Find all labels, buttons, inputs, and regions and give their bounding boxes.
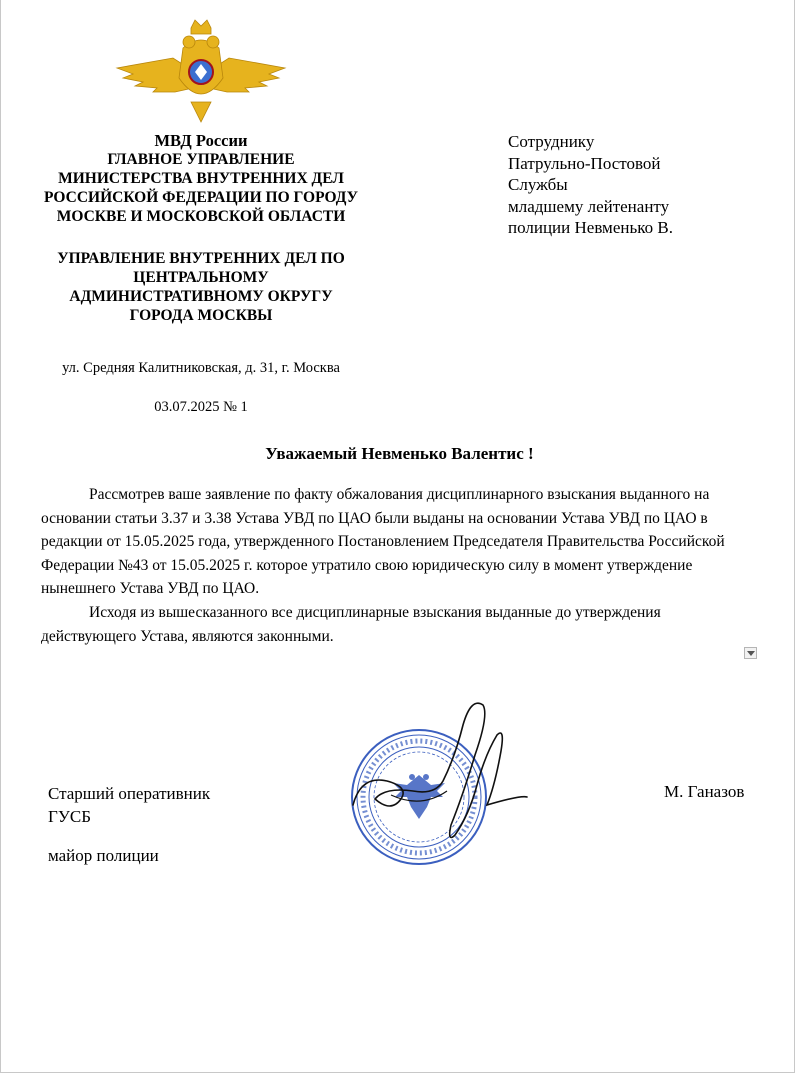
recipient-line: Сотруднику [508,132,595,151]
body-paragraph: Исходя из вышесказанного все дисциплинарные взыскания выданные до утверждения действующего Устава, являются законными. [41,603,661,645]
organization-header [41,131,361,325]
document-number: 03.07.2025 № 1 [154,399,248,415]
greeting: Уважаемый Невменько Валентис ! [265,444,534,463]
recipient-block [508,131,768,239]
handwritten-signature [351,695,531,855]
recipient-line: Службы [508,175,568,194]
recipient-line: полиции Невменько В. [508,218,673,237]
chevron-down-icon[interactable] [744,647,757,659]
letter-body [41,483,753,648]
signer-position [48,782,210,828]
recipient-line: младшему лейтенанту [508,196,670,216]
org-sub-name: УПРАВЛЕНИЕ ВНУТРЕННИХ ДЕЛ ПО ЦЕНТРАЛЬНОМУ АДМИНИСТРАТИВНОМУ ОКРУГУ ГОРОДА МОСКВЫ [57,250,345,324]
body-paragraph: Рассмотрев ваше заявление по факту обжалования дисциплинарного взыскания выданного на основании статьи 3.37 и 3.38 Устава УВД по ЦАО были выданы на основании Устава УВД по ЦАО в редакции от 15.05.2025 года, утвержденного Постановлением Председателя Правительства Российской Федерации №43 от 15.05.2025 г. которое утратило свою юридическую силу в момент утверждение нынешнего Устава УВД по ЦАО. [41,486,725,598]
org-address: ул. Средняя Калитниковская, д. 31, г. Москва [62,360,340,376]
signer-position-line: Старший оперативник [48,784,211,803]
org-title: МВД России [154,131,248,150]
org-main-name: ГЛАВНОЕ УПРАВЛЕНИЕ МИНИСТЕРСТВА ВНУТРЕННИХ ДЕЛ РОССИЙСКОЙ ФЕДЕРАЦИИ ПО ГОРОДУ МОСКВЕ И МОСКОВСКОЙ ОБЛАСТИ [44,151,358,225]
recipient-line: Патрульно-Постовой [508,153,661,173]
police-eagle-emblem-icon [113,18,289,126]
signer-rank: майор полиции [48,846,159,865]
signer-position-line: ГУСБ [48,807,91,826]
signer-name: М. Ганазов [664,782,745,801]
